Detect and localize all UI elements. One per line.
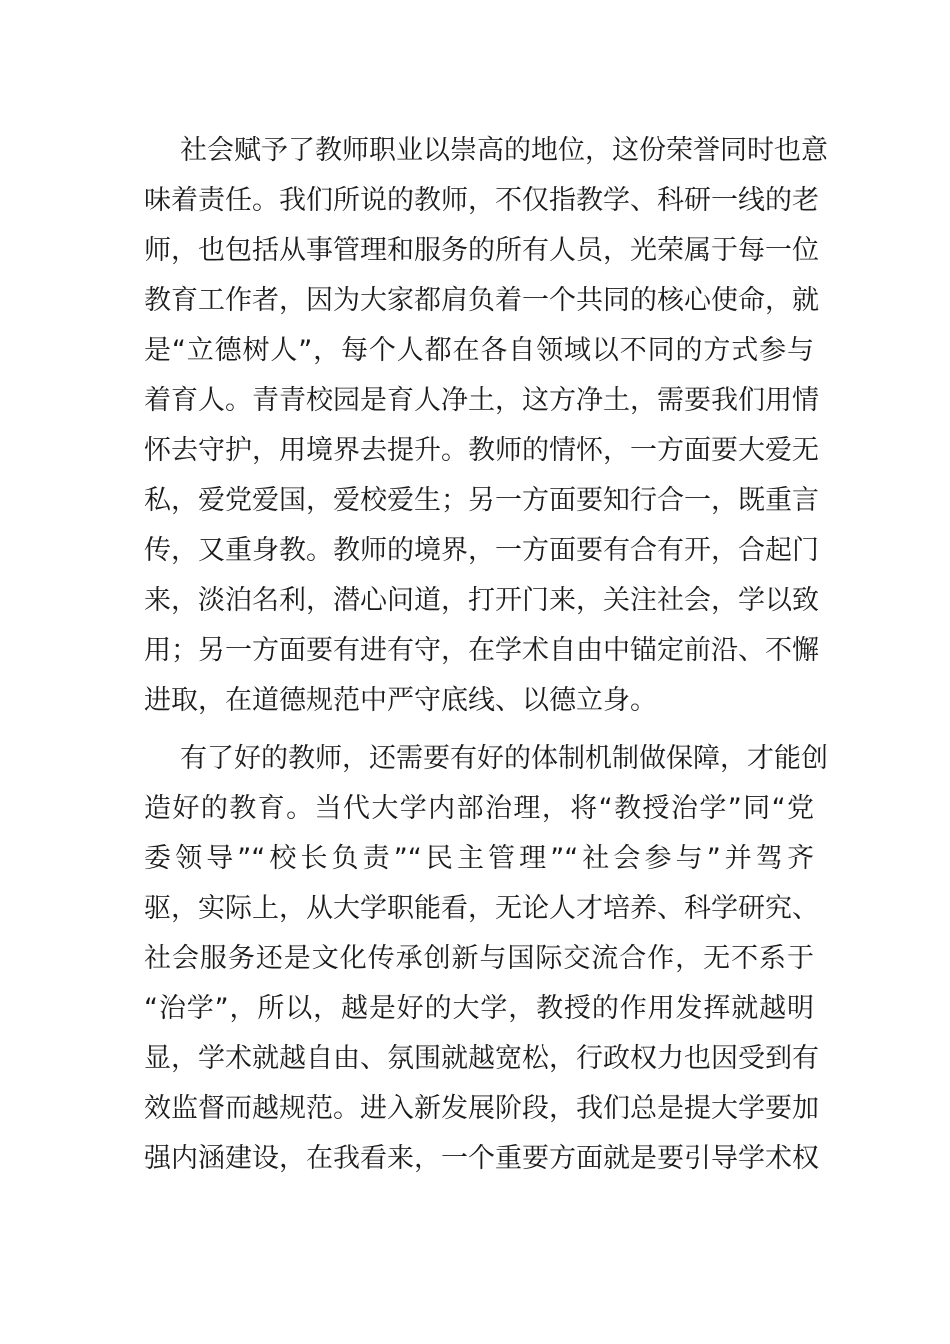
text-line: 用；另一方面要有进有守，在学术自由中锚定前沿、不懈 — [144, 635, 819, 666]
paragraph-teacher-responsibility — [144, 126, 828, 726]
text-line: 怀去守护，用境界去提升。教师的情怀，一方面要大爱无 — [144, 435, 819, 466]
text-line: 驱，实际上，从大学职能看，无论人才培养、科学研究、 — [144, 893, 819, 924]
text-line: 委领导”“校长负责”“民主管理”“社会参与”并驾齐 — [144, 843, 814, 874]
text-line: 显，学术就越自由、氛围就越宽松，行政权力也因受到有 — [144, 1043, 819, 1074]
text-line: 传，又重身教。教师的境界，一方面要有合有开，合起门 — [144, 535, 819, 566]
text-line: 社会赋予了教师职业以崇高的地位，这份荣誉同时也意 — [180, 135, 828, 166]
text-line: 着育人。青青校园是育人净土，这方净土，需要我们用情 — [144, 385, 819, 416]
text-line: 私，爱党爱国，爱校爱生；另一方面要知行合一，既重言 — [144, 485, 819, 516]
text-line: 进取，在道德规范中严守底线、以德立身。 — [144, 685, 657, 716]
text-line: 是“立德树人”，每个人都在各自领域以不同的方式参与 — [144, 335, 814, 366]
text-line: 师，也包括从事管理和服务的所有人员，光荣属于每一位 — [144, 235, 819, 266]
text-line: 社会服务还是文化传承创新与国际交流合作，无不系于 — [144, 943, 814, 974]
text-line: 来，淡泊名利，潜心问道，打开门来，关注社会，学以致 — [144, 585, 819, 616]
text-line: 造好的教育。当代大学内部治理，将“教授治学”同“党 — [144, 793, 814, 824]
text-line: 教育工作者，因为大家都肩负着一个共同的核心使命，就 — [144, 285, 819, 316]
text-line: 有了好的教师，还需要有好的体制机制做保障，才能创 — [180, 743, 828, 774]
text-line: “治学”，所以，越是好的大学，教授的作用发挥就越明 — [144, 993, 814, 1024]
text-line: 强内涵建设，在我看来，一个重要方面就是要引导学术权 — [144, 1143, 819, 1174]
paragraph-institutional-mechanism — [144, 734, 828, 1184]
text-line: 效监督而越规范。进入新发展阶段，我们总是提大学要加 — [144, 1093, 819, 1124]
text-line: 味着责任。我们所说的教师，不仅指教学、科研一线的老 — [144, 185, 819, 216]
